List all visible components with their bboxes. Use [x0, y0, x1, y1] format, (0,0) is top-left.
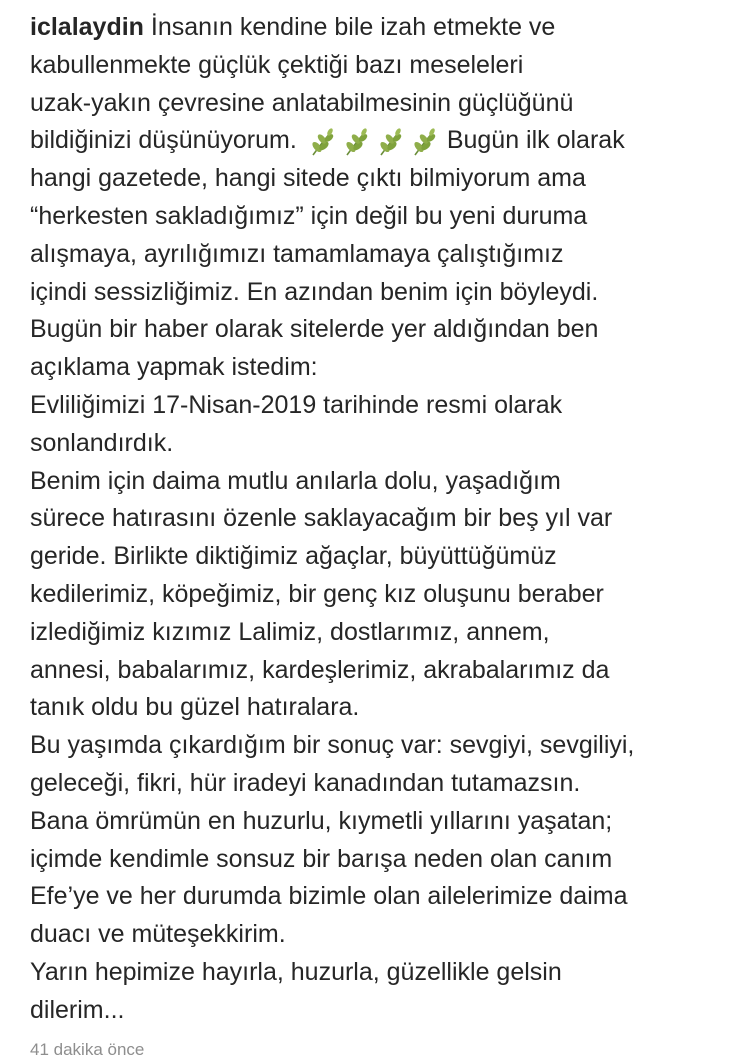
caption-line: içimde kendimle sonsuz bir barışa neden olan canım: [30, 844, 613, 873]
herb-leaf-icon: [409, 128, 439, 158]
caption-text: [30, 9, 720, 1030]
caption-line: geride. Birlikte diktiğimiz ağaçlar, büyüttüğümüz: [30, 542, 557, 571]
caption-line: Benim için daima mutlu anılarla dolu, yaşadığım: [30, 466, 561, 495]
caption-line: duacı ve müteşekkirim.: [30, 920, 286, 949]
herb-leaf-icon: [341, 128, 371, 158]
caption-line-text: Bugün ilk olarak: [446, 126, 625, 155]
caption-line: Efe’ye ve her durumda bizimle olan ailelerimize daima: [30, 882, 628, 911]
herb-leaf-icon: [307, 128, 337, 158]
caption-line: Bugün bir haber olarak sitelerde yer aldığından ben: [30, 315, 599, 344]
caption-line: sürece hatırasını özenle saklayacağım bir beş yıl var: [30, 504, 613, 533]
post-timestamp: 41 dakika önce: [30, 1040, 145, 1059]
caption-line: Yarın hepimize hayırla, huzurla, güzellikle gelsin: [30, 957, 562, 986]
caption-line: uzak-yakın çevresine anlatabilmesinin güçlüğünü: [30, 88, 574, 117]
caption-line: [30, 9, 720, 47]
username-link[interactable]: iclalaydin: [30, 13, 144, 41]
caption-line: geleceği, fikri, hür iradeyi kanadından tutamazsın.: [30, 768, 581, 797]
caption-line: tanık oldu bu güzel hatıralara.: [30, 693, 360, 722]
caption-line: kabullenmekte güçlük çektiği bazı meseleleri: [30, 50, 524, 79]
caption-line: sonlandırdık.: [30, 428, 174, 457]
herb-leaf-icon: [375, 128, 405, 158]
caption-line: “herkesten sakladığımız” için değil bu yeni duruma: [30, 201, 588, 230]
caption-line: annesi, babalarımız, kardeşlerimiz, akrabalarımız da: [30, 655, 610, 684]
caption-line: Bana ömrümün en huzurlu, kıymetli yıllarını yaşatan;: [30, 806, 613, 835]
caption-line: Bu yaşımda çıkardığım bir sonuç var: sevgiyi, sevgiliyi,: [30, 731, 635, 760]
caption-line: [30, 122, 720, 160]
caption-line: izlediğimiz kızımız Lalimiz, dostlarımız, annem,: [30, 617, 550, 646]
caption-line: alışmaya, ayrılığımızı tamamlamaya çalıştığımız: [30, 239, 564, 268]
caption-line-text: bildiğinizi düşünüyorum.: [30, 126, 297, 155]
caption-line: açıklama yapmak istedim:: [30, 353, 318, 382]
caption-line: Evliliğimizi 17-Nisan-2019 tarihinde resmi olarak: [30, 390, 563, 419]
caption-line: içindi sessizliğimiz. En azından benim için böyleydi.: [30, 277, 599, 306]
caption-line: dilerim...: [30, 995, 125, 1024]
caption-line: kedilerimiz, köpeğimiz, bir genç kız oluşunu beraber: [30, 579, 604, 608]
caption-line: hangi gazetede, hangi sitede çıktı bilmiyorum ama: [30, 164, 586, 193]
caption-line-text: İnsanın kendine bile izah etmekte ve: [143, 13, 556, 41]
